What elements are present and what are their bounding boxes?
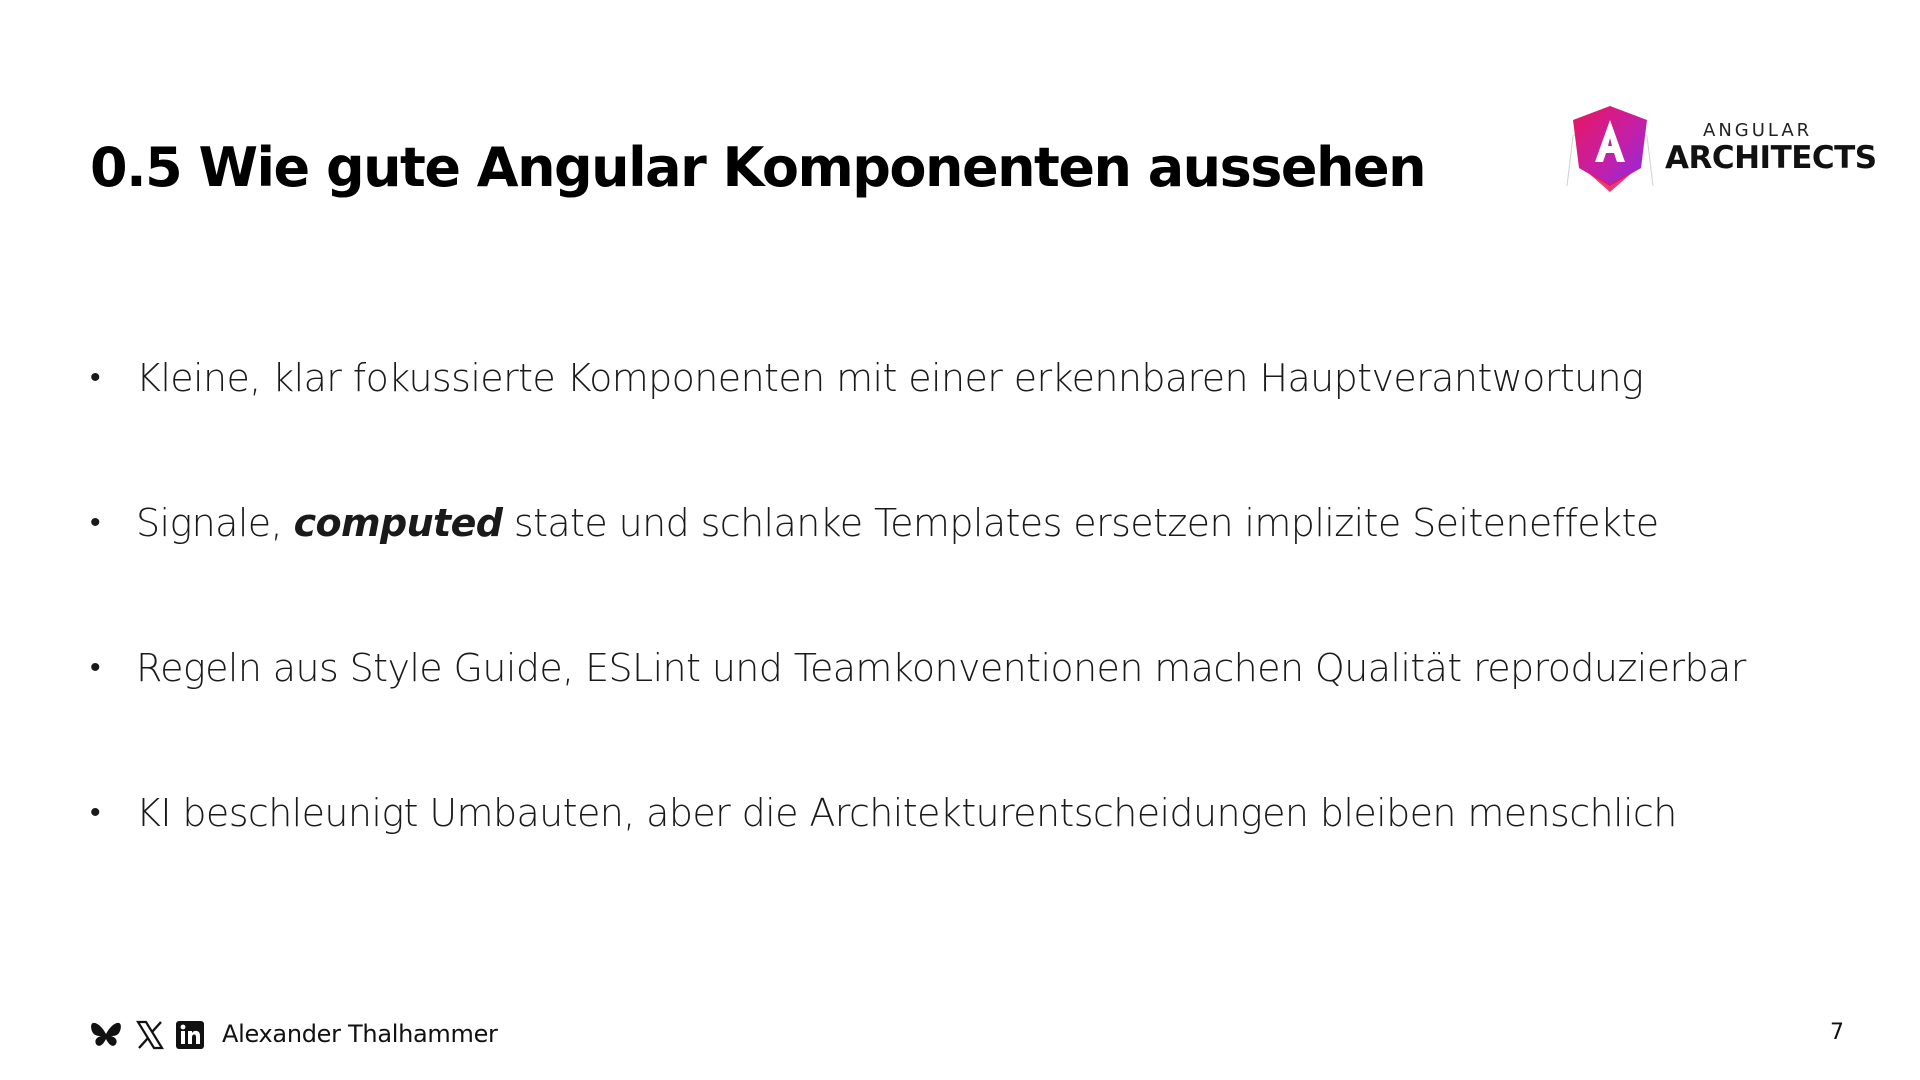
bullet-symbol: • xyxy=(90,505,100,540)
slide-title: 0.5 Wie gute Angular Komponenten aussehen xyxy=(90,136,1426,199)
bullet-text xyxy=(136,495,1659,551)
bullet-text: KI beschleunigt Umbauten, aber die Architekturentscheidungen bleiben menschlich xyxy=(136,791,1677,835)
bullet-text-prefix: Signale, xyxy=(136,501,294,545)
x-icon[interactable] xyxy=(134,1020,166,1050)
bullet-text: Regeln aus Style Guide, ESLint und Teamkonventionen machen Qualität reproduzierbar xyxy=(136,646,1746,690)
bullet-item xyxy=(90,640,1850,785)
page-number: 7 xyxy=(1830,1020,1844,1045)
bullet-item xyxy=(90,495,1850,640)
author-name: Alexander Thalhammer xyxy=(222,1020,498,1048)
bullet-text-emphasis: computed xyxy=(293,501,503,545)
bullet-symbol: • xyxy=(90,795,100,830)
bullet-item xyxy=(90,785,1850,930)
bullet-text-suffix: state und schlanke Templates ersetzen implizite Seiteneffekte xyxy=(502,501,1659,545)
bullet-symbol: • xyxy=(90,360,100,395)
bullet-item xyxy=(90,350,1850,495)
logo-big-text: ARCHITECTS xyxy=(1665,140,1877,176)
linkedin-icon[interactable] xyxy=(174,1020,206,1050)
bullet-list xyxy=(90,350,1850,930)
footer xyxy=(90,1014,1850,1054)
bullet-symbol: • xyxy=(90,650,100,685)
logo-small-text: ANGULAR xyxy=(1703,120,1813,141)
bullet-text: Kleine, klar fokussierte Komponenten mit einer erkennbaren Hauptverantwortung xyxy=(136,356,1644,400)
bluesky-icon[interactable] xyxy=(90,1020,122,1050)
angular-architects-logo xyxy=(1565,100,1877,196)
angular-logo-icon xyxy=(1565,100,1655,196)
